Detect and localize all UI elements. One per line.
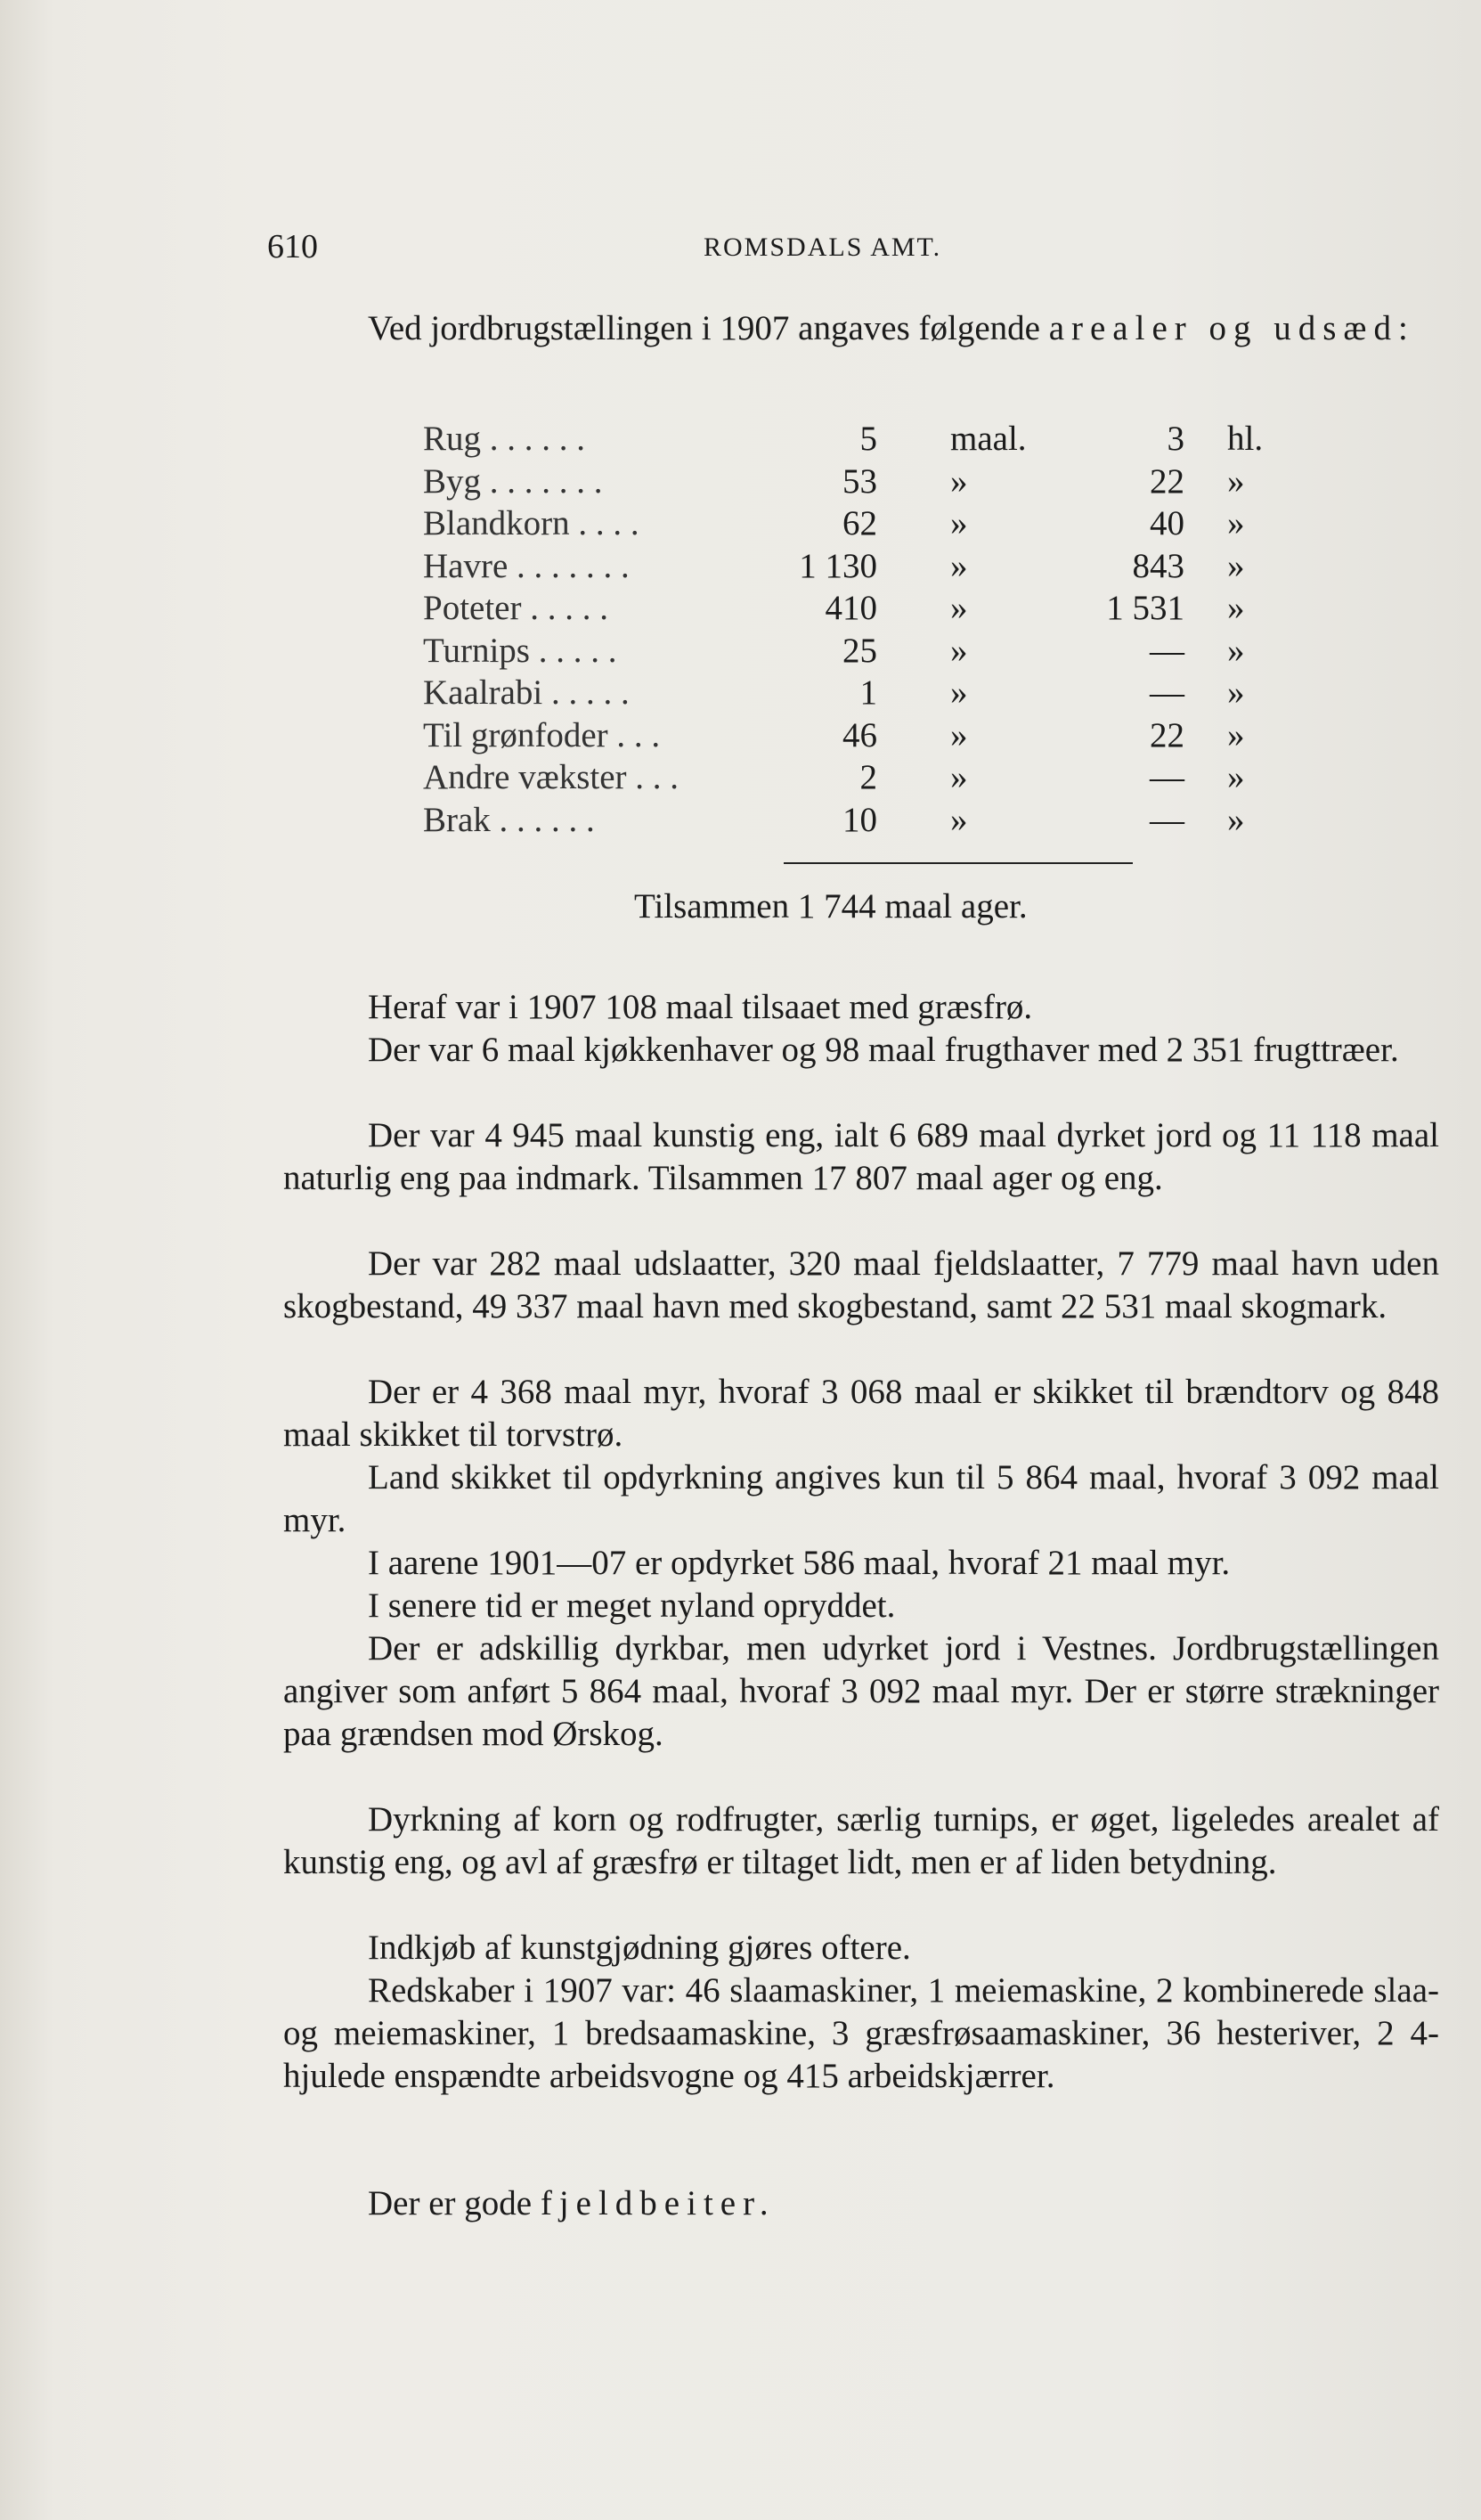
seed-value: 22	[1150, 461, 1184, 501]
area-unit: »	[950, 546, 968, 585]
seed-unit: »	[1227, 504, 1245, 542]
paragraph-pastures: Der var 282 maal udslaatter, 320 maal fjeldslaatter, 7 779 maal havn uden skogbestand, 49 337 maal havn med skogbestand, samt 22 531 maal skogmark.	[283, 1244, 1439, 1325]
seed-unit: »	[1227, 800, 1245, 839]
table-row	[423, 588, 1314, 631]
crop-name: Andre vækster . . .	[423, 758, 679, 796]
area-unit: maal.	[950, 420, 1027, 458]
closing-text: Der er gode	[368, 2184, 533, 2222]
paragraph-cleared-1901-07: I aarene 1901—07 er opdyrket 586 maal, hvoraf 21 maal myr.	[368, 1544, 1231, 1582]
crop-name: Blandkorn . . . .	[423, 504, 639, 542]
running-title: ROMSDALS AMT.	[704, 232, 942, 262]
area-value: 1	[859, 673, 877, 712]
paragraph-new-land: I senere tid er meget nyland opryddet.	[368, 1586, 896, 1625]
crop-name: Rug . . . . . .	[423, 420, 586, 458]
seed-unit: »	[1227, 673, 1245, 712]
area-value: 53	[842, 461, 877, 501]
crop-name: Turnips . . . . .	[423, 631, 617, 670]
seed-value: —	[1150, 631, 1184, 670]
table-row	[423, 673, 1314, 715]
paragraph-arable-land: Land skikket til opdyrkning angives kun til 5 864 maal, hvoraf 3 092 maal myr.	[283, 1458, 1439, 1539]
seed-value: 843	[1132, 546, 1184, 585]
area-unit: »	[950, 504, 968, 542]
area-unit: »	[950, 800, 968, 839]
crop-name: Poteter . . . . .	[423, 589, 608, 627]
paragraph-crops: Dyrkning af korn og rodfrugter, særlig turnips, er øget, ligeledes arealet af kunstig eng, og avl af græsfrø er tiltaget lidt, men er af liden betydning.	[283, 1800, 1439, 1881]
table-total: Tilsammen 1 744 maal ager.	[634, 887, 1028, 926]
area-unit: »	[950, 461, 968, 501]
page-number: 610	[267, 228, 318, 265]
table-row	[423, 419, 1314, 461]
seed-unit: »	[1227, 758, 1245, 796]
closing-paragraph	[283, 2182, 1439, 2225]
seed-unit: hl.	[1227, 420, 1264, 458]
area-unit: »	[950, 589, 968, 627]
page-header	[267, 227, 1443, 281]
area-value: 10	[842, 800, 877, 839]
seed-value: 22	[1150, 715, 1184, 754]
paragraph-bogs: Der er 4 368 maal myr, hvoraf 3 068 maal er skikket til brændtorv og 848 maal skikket til torvstrø.	[283, 1373, 1439, 1454]
seed-value: 3	[1167, 420, 1184, 458]
table-total-rule	[784, 862, 1133, 864]
crop-table	[423, 419, 1314, 842]
seed-value: —	[1150, 758, 1184, 796]
paragraph-fertilizer: Indkjøb af kunstgjødning gjøres oftere.	[368, 1929, 911, 1967]
closing-spaced-text: fjeldbeiter.	[540, 2184, 776, 2222]
seed-value: —	[1150, 673, 1184, 712]
paragraph-vestnes: Der er adskillig dyrkbar, men udyrket jord i Vestnes. Jordbrugstællingen angiver som anført 5 864 maal, hvoraf 3 092 maal myr. Der er større strækninger paa grændsen mod Ørskog.	[283, 1629, 1439, 1753]
seed-unit: »	[1227, 461, 1245, 501]
crop-name: Byg . . . . . . .	[423, 461, 603, 501]
area-value: 2	[859, 758, 877, 796]
area-value: 25	[842, 631, 877, 670]
area-value: 410	[825, 589, 877, 627]
paragraph-implements: Redskaber i 1907 var: 46 slaamaskiner, 1 meiemaskine, 2 kombinerede slaa- og meiemaskiner, 1 bredsaamaskine, 3 græsfrøsaamaskiner, 36 hesteriver, 2 4-hjulede enspændte arbeidsvogne og 415 arbeidskjærrer.	[283, 1971, 1439, 2095]
seed-value: —	[1150, 800, 1184, 839]
paragraph-cultivated-land: Der var 4 945 maal kunstig eng, ialt 6 689 maal dyrket jord og 11 118 maal naturlig eng paa indmark. Tilsammen 17 807 maal ager og eng.	[283, 1116, 1439, 1197]
crop-name: Kaalrabi . . . . .	[423, 673, 630, 712]
crop-name: Brak . . . . . .	[423, 800, 595, 839]
area-value: 1 130	[799, 546, 877, 585]
table-row	[423, 546, 1314, 589]
area-value: 46	[842, 715, 877, 754]
seed-unit: »	[1227, 589, 1245, 627]
area-value: 5	[859, 420, 877, 458]
seed-value: 40	[1150, 504, 1184, 542]
table-row	[423, 800, 1314, 843]
area-unit: »	[950, 631, 968, 670]
intro-paragraph	[283, 307, 1439, 350]
seed-unit: »	[1227, 546, 1245, 585]
table-row	[423, 715, 1314, 758]
table-row	[423, 757, 1314, 800]
table-row	[423, 461, 1314, 504]
table-row	[423, 631, 1314, 673]
seed-unit: »	[1227, 631, 1245, 670]
seed-value: 1 531	[1106, 589, 1184, 627]
intro-spaced-text: arealer og udsæd:	[1048, 309, 1415, 347]
area-value: 62	[842, 504, 877, 542]
paragraph-gardens: Der var 6 maal kjøkkenhaver og 98 maal frugthaver med 2 351 frugttræer.	[368, 1031, 1399, 1069]
area-unit: »	[950, 715, 968, 754]
paragraph-grass-seed: Heraf var i 1907 108 maal tilsaaet med græsfrø.	[368, 988, 1033, 1026]
area-unit: »	[950, 673, 968, 712]
seed-unit: »	[1227, 715, 1245, 754]
intro-text: Ved jordbrugstællingen i 1907 angaves følgende	[368, 309, 1040, 347]
area-unit: »	[950, 758, 968, 796]
crop-name: Til grønfoder . . .	[423, 715, 661, 754]
crop-name: Havre . . . . . . .	[423, 546, 630, 585]
table-row	[423, 503, 1314, 546]
